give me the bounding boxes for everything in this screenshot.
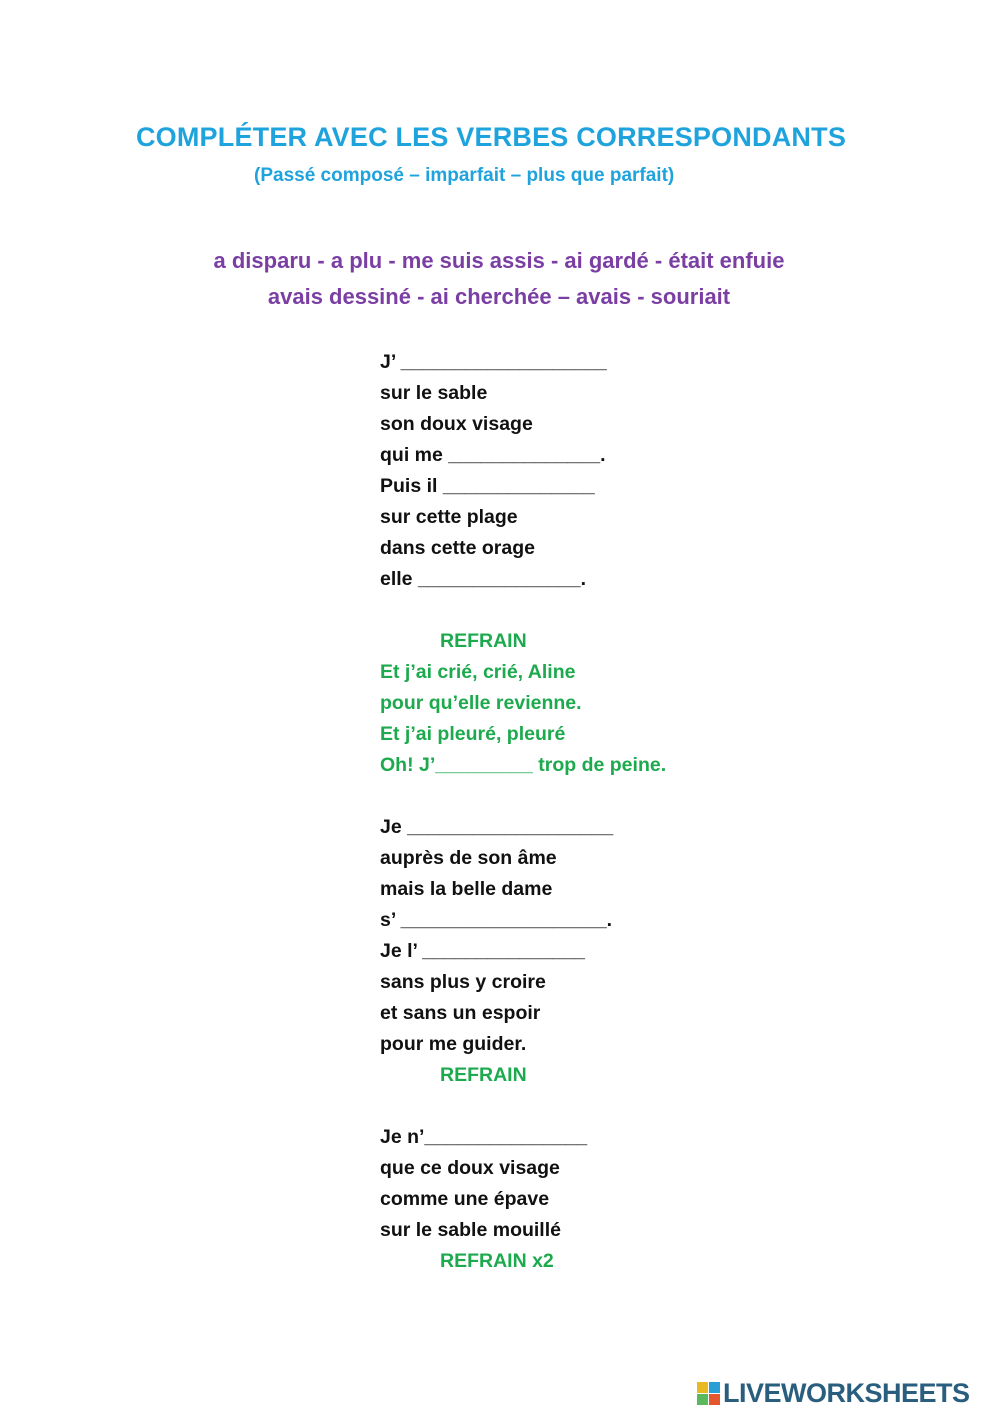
stanza-3 [380, 1122, 820, 1277]
lyric-line-blank[interactable]: Je l’ _______________ [380, 940, 585, 962]
lyric-line: que ce doux visage [380, 1157, 560, 1179]
worksheet-title: COMPLÉTER AVEC LES VERBES CORRESPONDANTS [135, 122, 847, 152]
lyric-line-blank[interactable]: elle _______________. [380, 568, 587, 590]
lyric-line: auprès de son âme [380, 847, 557, 869]
lyric-line: sur cette plage [380, 506, 518, 528]
logo-square-1 [697, 1382, 708, 1393]
lyric-line: son doux visage [380, 413, 533, 435]
lyric-line: mais la belle dame [380, 878, 553, 900]
logo-text: LIVEWORKSHEETS [723, 1377, 970, 1408]
song-lyrics [380, 347, 820, 1277]
lyric-line-blank[interactable]: Puis il ______________ [380, 475, 595, 497]
stanza-2 [380, 812, 820, 1091]
liveworksheets-logo [697, 1378, 970, 1408]
refrain-line: Et j’ai pleuré, pleuré [380, 723, 566, 745]
lyric-line-blank[interactable]: Je ___________________ [380, 816, 614, 838]
lyric-line: sur le sable [380, 382, 488, 404]
lyric-line: sur le sable mouillé [380, 1219, 561, 1241]
spacer [380, 1091, 820, 1122]
spacer [380, 781, 820, 812]
refrain-line: Et j’ai crié, crié, Aline [380, 661, 576, 683]
logo-icon [697, 1382, 720, 1405]
word-bank [0, 243, 998, 315]
spacer [380, 595, 820, 626]
stanza-1 [380, 347, 820, 595]
logo-square-4 [709, 1394, 720, 1405]
refrain-line-blank[interactable]: Oh! J’_________ trop de peine. [380, 754, 667, 776]
logo-square-3 [697, 1394, 708, 1405]
word-bank-line-2: avais dessiné - ai cherchée – avais - souriait [267, 284, 731, 309]
refrain [380, 626, 820, 781]
lyric-line-blank[interactable]: Je n’_______________ [380, 1126, 588, 1148]
logo-square-2 [709, 1382, 720, 1393]
refrain-line: pour qu’elle revienne. [380, 692, 582, 714]
refrain-label: REFRAIN [440, 1064, 527, 1086]
lyric-line: dans cette orage [380, 537, 535, 559]
lyric-line: sans plus y croire [380, 971, 546, 993]
lyric-line: comme une épave [380, 1188, 550, 1210]
word-bank-line-1: a disparu - a plu - me suis assis - ai gardé - était enfuie [213, 248, 785, 273]
refrain-label: REFRAIN x2 [440, 1250, 554, 1272]
lyric-line-blank[interactable]: J’ ___________________ [380, 351, 607, 373]
worksheet-subtitle: (Passé composé – imparfait – plus que parfait) [254, 165, 675, 186]
lyric-line: et sans un espoir [380, 1002, 541, 1024]
lyric-line-blank[interactable]: s’ ___________________. [380, 909, 613, 931]
refrain-label: REFRAIN [440, 630, 527, 652]
lyric-line-blank[interactable]: qui me ______________. [380, 444, 606, 466]
lyric-line: pour me guider. [380, 1033, 527, 1055]
